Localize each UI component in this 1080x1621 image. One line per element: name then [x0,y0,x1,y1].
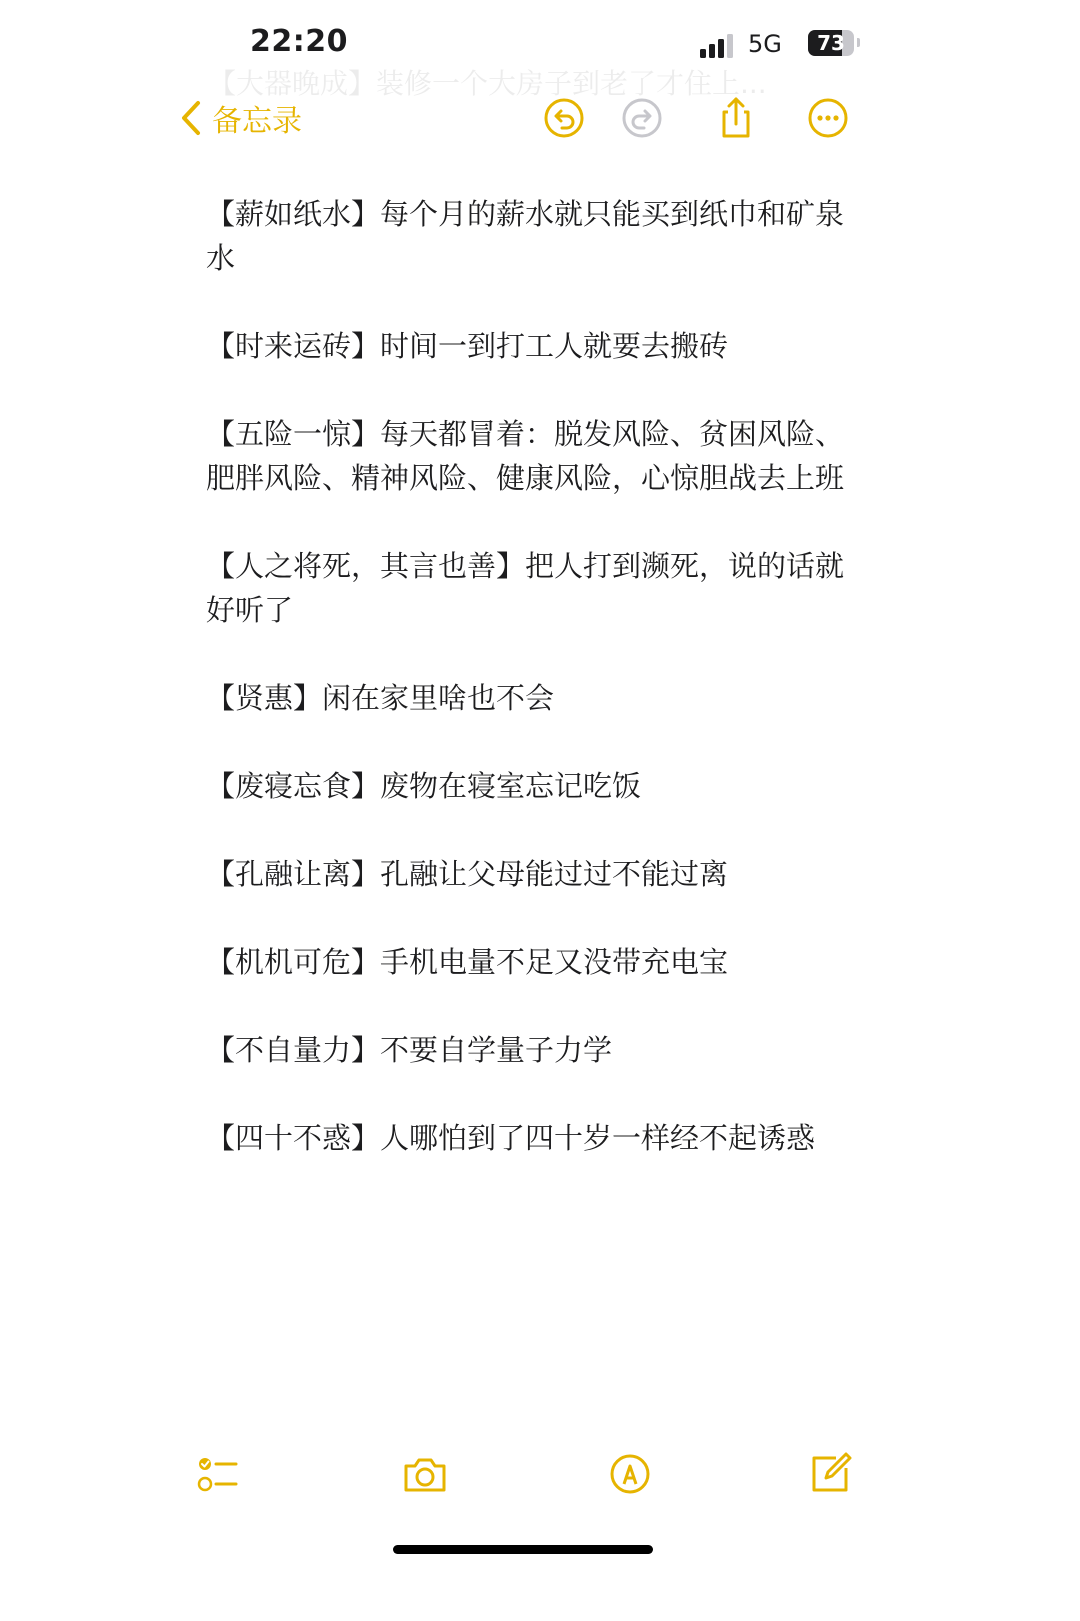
note-entry: 【四十不惑】人哪怕到了四十岁一样经不起诱惑 [206,1121,816,1155]
undo-button[interactable] [542,96,586,140]
undo-icon [542,96,586,140]
note-entry: 【废寝忘食】废物在寝室忘记吃饭 [206,769,642,803]
share-button[interactable] [714,96,758,140]
note-entry: 【五险一惊】每天都冒着：脱发风险、贫困风险、肥胖风险、精神风险、健康风险，心惊胆战去上班 [206,417,845,495]
battery-icon [808,30,854,56]
status-time: 22:20 [250,24,348,59]
note-entry: 【孔融让离】孔融让父母能过过不能过离 [206,857,729,891]
battery-tip [857,38,860,47]
camera-icon [402,1452,448,1496]
compose-button[interactable] [808,1452,852,1496]
back-button[interactable] [180,96,302,140]
markup-pen-icon [608,1452,652,1496]
compose-icon [808,1452,852,1496]
checklist-button[interactable] [196,1452,240,1496]
note-entry: 【不自量力】不要自学量子力学 [206,1033,613,1067]
chevron-left-icon [180,100,202,136]
redo-button[interactable] [620,96,664,140]
share-icon [714,96,758,140]
note-entry: 【薪如纸水】每个月的薪水就只能买到纸巾和矿泉水 [206,197,845,275]
ellipsis-circle-icon [806,96,850,140]
battery-level: 73 [817,31,845,55]
note-entry: 【机机可危】手机电量不足又没带充电宝 [206,945,729,979]
more-button[interactable] [806,96,850,140]
camera-button[interactable] [402,1452,446,1496]
network-type: 5G [748,30,782,58]
note-body[interactable] [206,192,846,1204]
ghost-scrolled-text: 【大器晚成】装修一个大房子到老了才住上... [208,67,767,100]
cellular-signal-icon [700,32,738,58]
markup-button[interactable] [608,1452,652,1496]
home-indicator[interactable] [393,1545,653,1554]
back-label: 备忘录 [212,104,302,139]
checklist-icon [196,1452,240,1496]
note-entry: 【贤惠】闲在家里啥也不会 [206,681,555,715]
redo-icon [620,96,664,140]
note-entry: 【人之将死，其言也善】把人打到濒死，说的话就好听了 [206,549,845,627]
note-entry: 【时来运砖】时间一到打工人就要去搬砖 [206,329,729,363]
